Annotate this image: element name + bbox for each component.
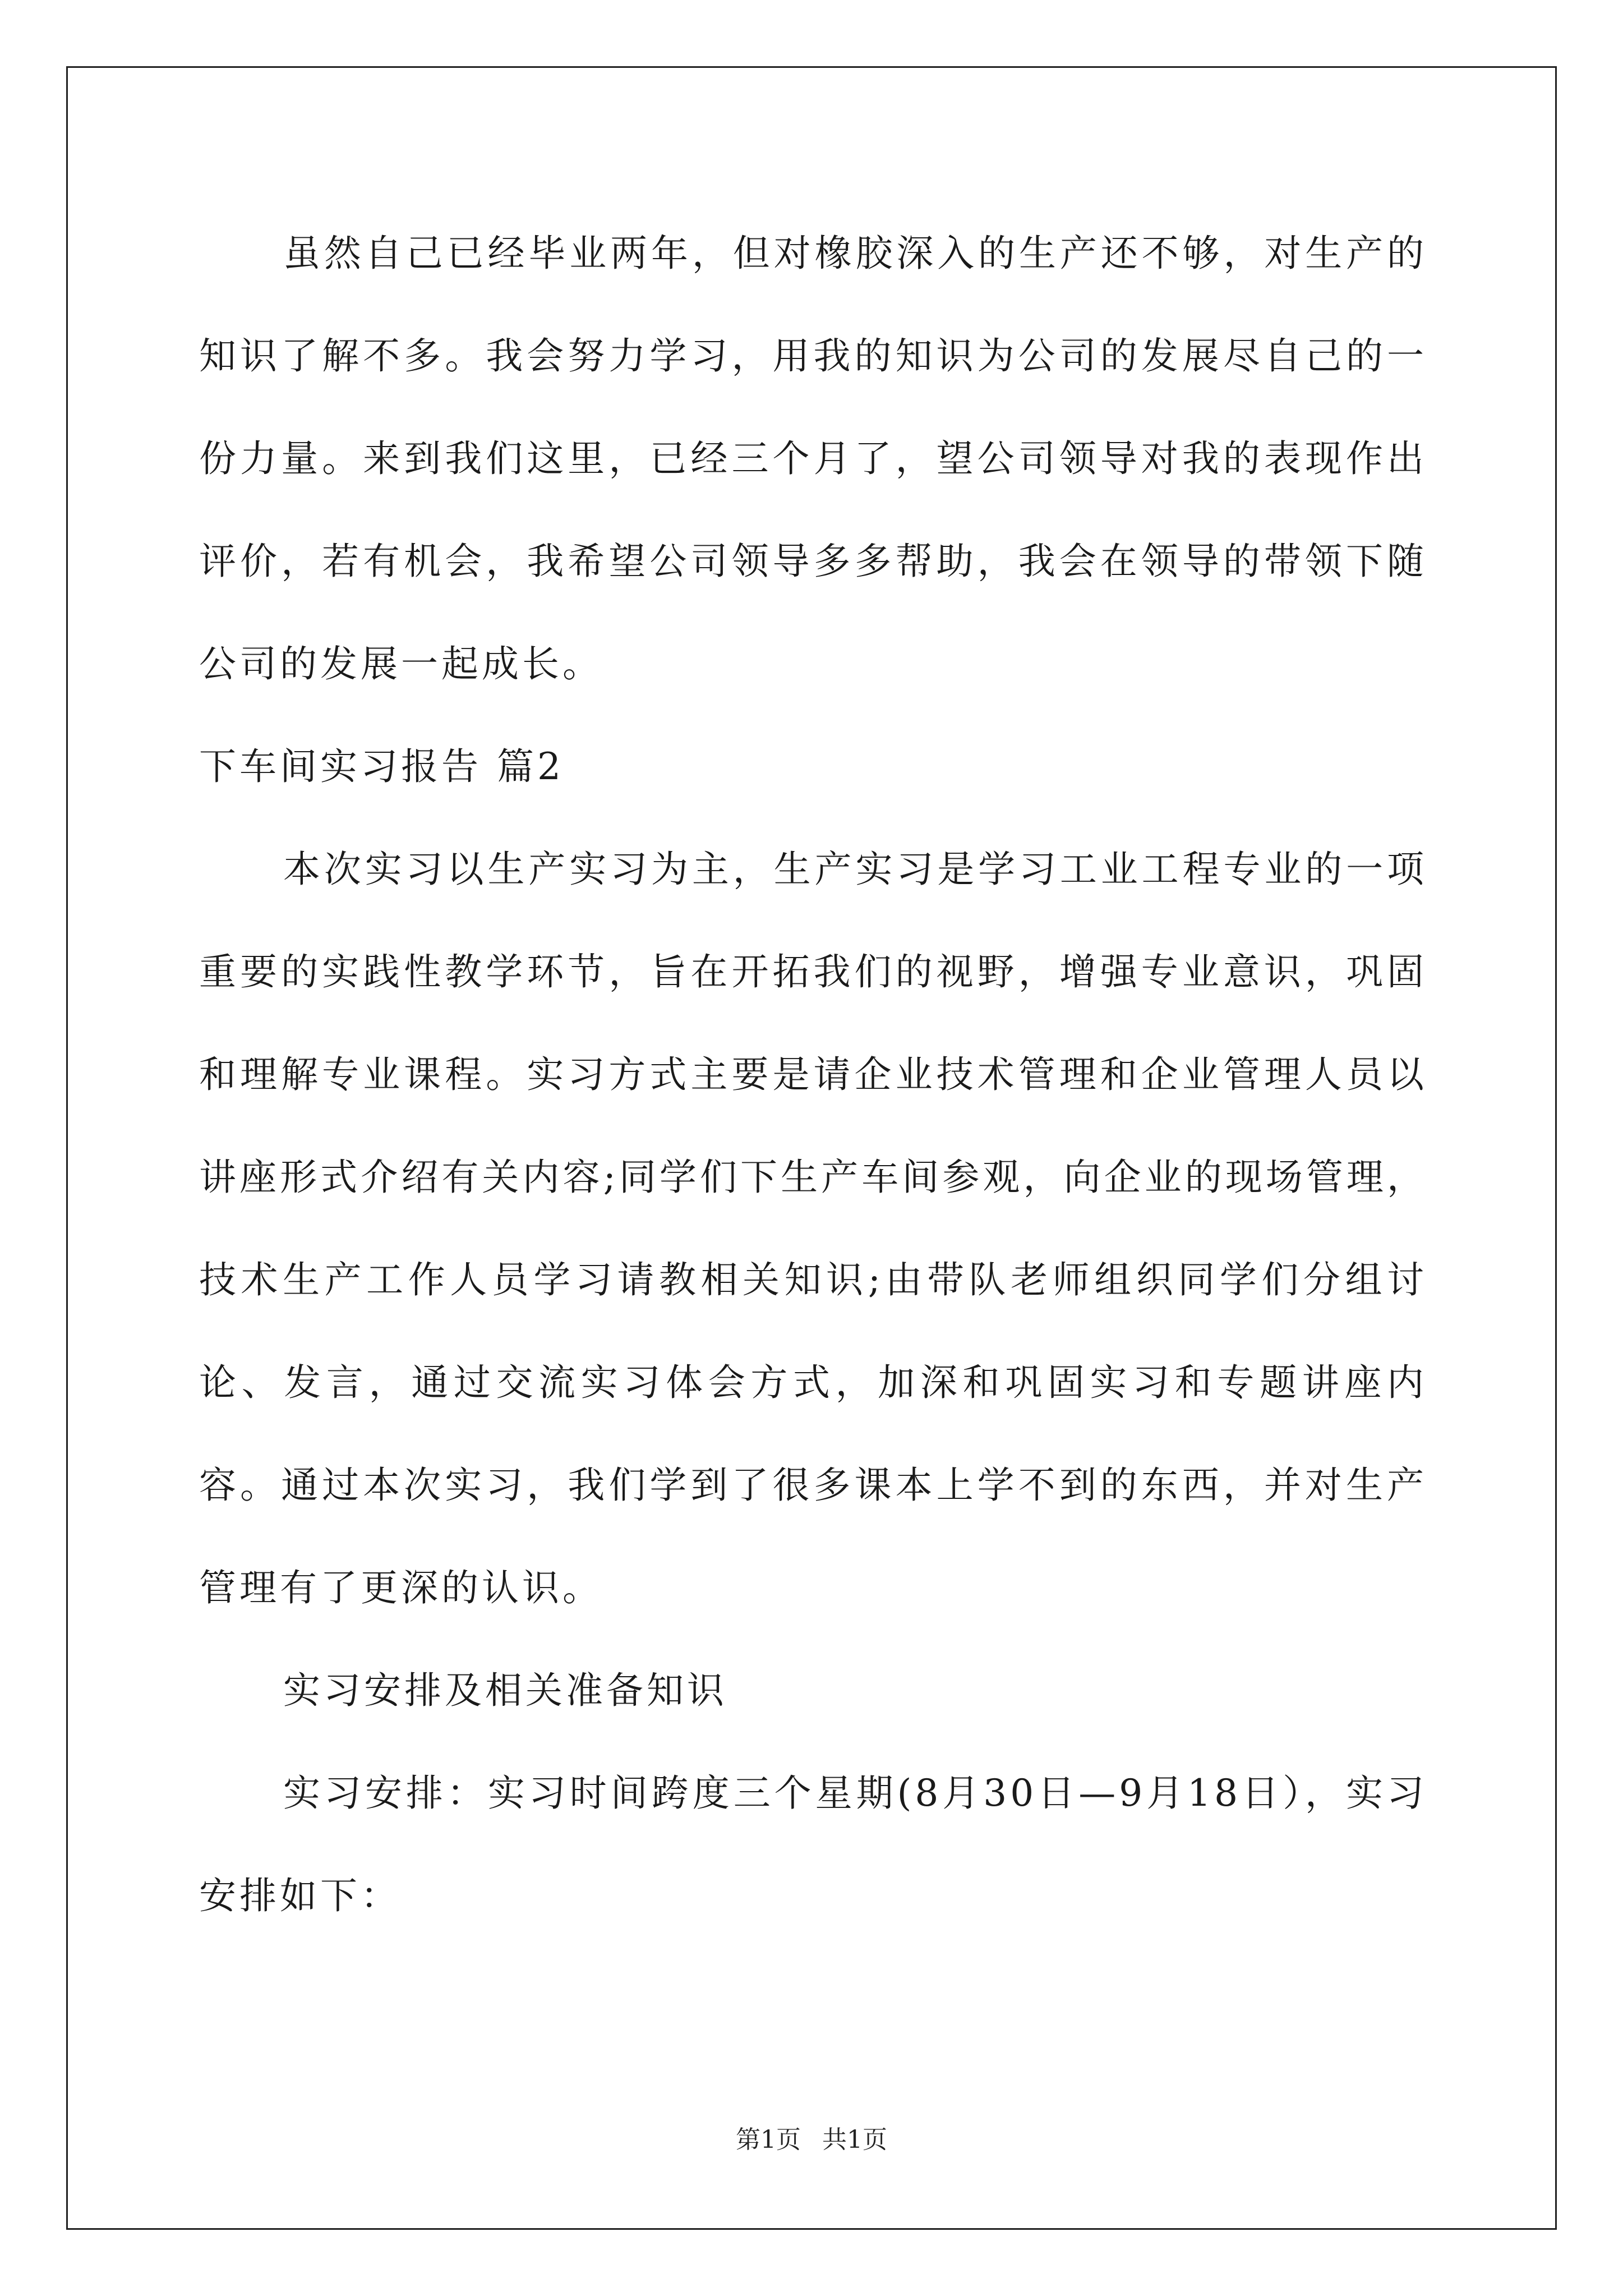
page-number: 第1页 <box>736 2125 801 2154</box>
paragraph-2: 本次实习以生产实习为主，生产实习是学习工业工程专业的一项重要的实践性教学环节，旨在开拓我们的视野，增强专业意识，巩固和理解专业课程。实习方式主要是请企业技术管理和企业管理人员以讲座形式介绍有关内容;同学们下生产车间参观，向企业的现场管理，技术生产工作人员学习请教相关知识;由带队老师组织同学们分组讨论、发言，通过交流实习体会方式，加深和巩固实习和专题讲座内容。通过本次实习，我们学到了很多课本上学不到的东西，并对生产管理有了更深的认识。 <box>199 848 1427 1609</box>
section-heading: 下车间实习报告 篇2 <box>199 745 564 788</box>
paragraph-4: 实习安排：实习时间跨度三个星期(8月30日—9月18日），实习安排如下： <box>199 1772 1427 1917</box>
page-total: 共1页 <box>822 2125 887 2154</box>
document-body <box>199 202 1427 1947</box>
paragraph-3: 实习安排及相关准备知识 <box>283 1669 727 1712</box>
paragraph-1: 虽然自己已经毕业两年，但对橡胶深入的生产还不够，对生产的知识了解不多。我会努力学习，用我的知识为公司的发展尽自己的一份力量。来到我们这里，已经三个月了，望公司领导对我的表现作出评价，若有机会，我希望公司领导多多帮助，我会在领导的带领下随公司的发展一起成长。 <box>199 232 1427 685</box>
page-footer <box>0 2119 1623 2155</box>
